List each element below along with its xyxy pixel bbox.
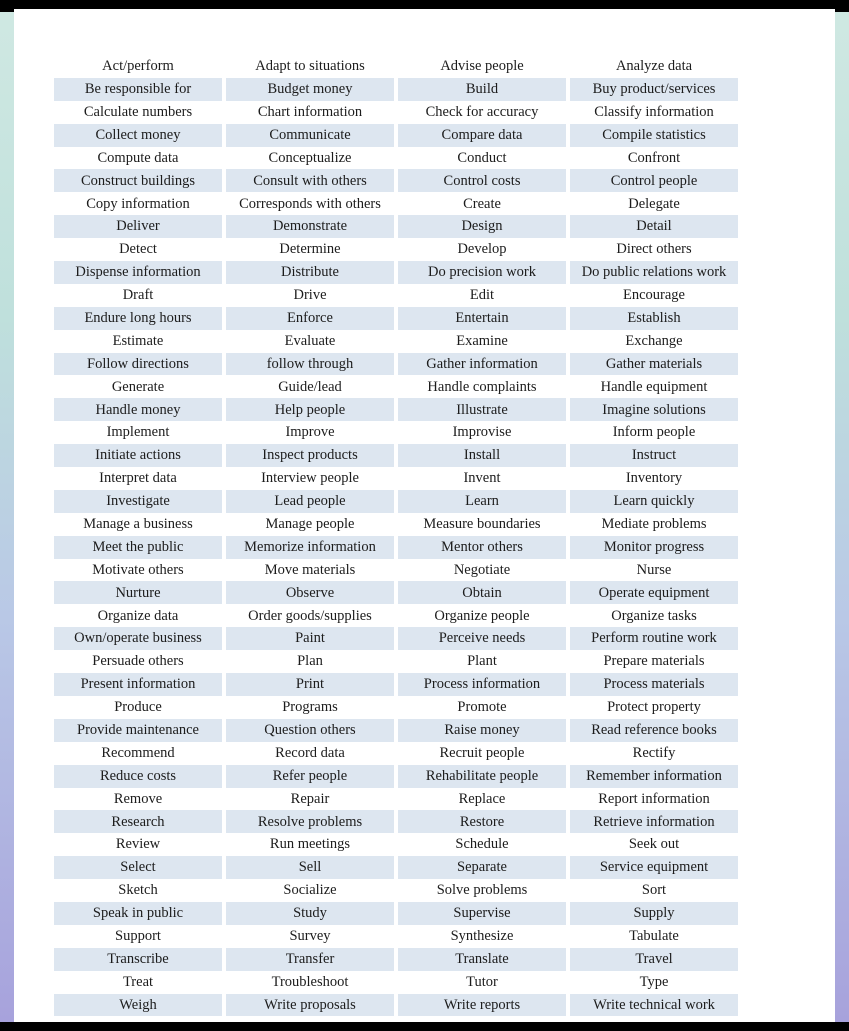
skill-cell: Organize people [434, 607, 530, 624]
skill-cell: Direct others [616, 241, 692, 258]
skill-cell: Exchange [625, 332, 683, 349]
skill-cell: Inventory [625, 470, 683, 487]
skill-cell: Report information [598, 790, 710, 807]
table-row [54, 375, 738, 398]
skill-cell: Study [226, 902, 394, 925]
skill-cell: Tutor [466, 973, 498, 990]
skill-cell: Do public relations work [570, 261, 738, 284]
skill-cell: Consult with others [226, 169, 394, 192]
skill-cell: Synthesize [450, 928, 514, 945]
table-row [54, 147, 738, 170]
skill-cell: follow through [226, 353, 394, 376]
skill-cell: Obtain [398, 581, 566, 604]
skill-cell: Order goods/supplies [248, 607, 372, 624]
skill-cell: Compile statistics [570, 124, 738, 147]
skill-cell: Nurture [54, 581, 222, 604]
skill-cell: Record data [275, 744, 345, 761]
skill-cell: Paint [226, 627, 394, 650]
left-edge-gradient [0, 12, 14, 1022]
table-row [54, 650, 738, 673]
skill-cell: Protect property [607, 699, 701, 716]
skill-cell: Retrieve information [570, 810, 738, 833]
bottom-black-bar [0, 1022, 849, 1031]
right-edge-gradient [835, 12, 849, 1022]
skill-cell: Raise money [398, 719, 566, 742]
skill-cell: Learn quickly [570, 490, 738, 513]
skill-cell: Buy product/services [570, 78, 738, 101]
skill-cell: Manage a business [83, 516, 193, 532]
skill-cell: Measure boundaries [423, 516, 541, 532]
skill-cell: Solve problems [436, 882, 528, 899]
skill-cell: Classify information [594, 103, 714, 120]
skill-cell: Investigate [54, 490, 222, 513]
skill-cell: Enforce [226, 307, 394, 330]
skill-cell: Establish [570, 307, 738, 330]
skill-cell: Confront [627, 149, 681, 166]
skill-cell: Improve [285, 424, 335, 441]
skill-cell: Reduce costs [54, 765, 222, 788]
skill-cell: Guide/lead [278, 378, 342, 395]
skill-cell: Tabulate [629, 928, 679, 945]
table-row [54, 101, 738, 124]
skill-cell: Promote [457, 699, 507, 716]
skill-cell: Print [226, 673, 394, 696]
skill-cell: Gather materials [570, 353, 738, 376]
skill-cell: Weigh [54, 994, 222, 1017]
table-row [54, 627, 738, 650]
skill-cell: Sort [641, 882, 667, 899]
table-row [54, 833, 738, 856]
skills-word-table [50, 55, 742, 1016]
skill-cell: Corresponds with others [239, 195, 381, 212]
skill-cell: Supervise [398, 902, 566, 925]
skill-cell: Remember information [570, 765, 738, 788]
skill-cell: Negotiate [453, 561, 511, 578]
skill-cell: Plan [297, 653, 323, 670]
table-row [54, 810, 738, 833]
skill-cell: Transfer [226, 948, 394, 971]
skill-cell: Act/perform [102, 58, 174, 75]
skill-cell: Persuade others [92, 653, 184, 670]
table-row [54, 444, 738, 467]
table-row [54, 421, 738, 444]
skill-cell: Gather information [398, 353, 566, 376]
skill-cell: Manage people [265, 516, 355, 532]
skill-cell: Socialize [283, 882, 337, 899]
skill-cell: Draft [122, 287, 154, 304]
skill-cell: Question others [226, 719, 394, 742]
skill-cell: Plant [467, 653, 497, 670]
skill-cell: Translate [398, 948, 566, 971]
skill-cell: Rehabilitate people [398, 765, 566, 788]
skill-cell: Troubleshoot [271, 973, 349, 990]
table-row [54, 490, 738, 513]
skill-cell: Select [54, 856, 222, 879]
table-row [54, 994, 738, 1017]
skill-cell: Conceptualize [268, 149, 352, 166]
table-row [54, 719, 738, 742]
skill-cell: Separate [398, 856, 566, 879]
skill-cell: Detail [570, 215, 738, 238]
skill-cell: Illustrate [398, 398, 566, 421]
table-row [54, 169, 738, 192]
skill-cell: Sell [226, 856, 394, 879]
skill-cell: Organize data [97, 607, 179, 624]
skill-cell: Demonstrate [226, 215, 394, 238]
skill-cell: Repair [290, 790, 330, 807]
skill-cell: Seek out [628, 836, 680, 853]
skill-cell: Sketch [118, 882, 158, 899]
skill-cell: Examine [456, 332, 508, 349]
table-row [54, 902, 738, 925]
skill-cell: Prepare materials [603, 653, 705, 670]
table-row [54, 742, 738, 765]
skill-cell: Distribute [226, 261, 394, 284]
skill-cell: Remove [113, 790, 163, 807]
skill-cell: Imagine solutions [570, 398, 738, 421]
skill-cell: Control costs [398, 169, 566, 192]
skill-cell: Detect [119, 241, 157, 258]
skill-cell: Adapt to situations [255, 58, 365, 75]
skill-cell: Design [398, 215, 566, 238]
skill-cell: Write technical work [570, 994, 738, 1017]
skill-cell: Copy information [86, 195, 190, 212]
skill-cell: Provide maintenance [54, 719, 222, 742]
skill-cell: Run meetings [269, 836, 351, 853]
table-row [54, 330, 738, 353]
skill-cell: Control people [570, 169, 738, 192]
skill-cell: Create [463, 195, 501, 212]
skill-cell: Handle equipment [600, 378, 708, 395]
table-row [54, 55, 738, 78]
table-row [54, 696, 738, 719]
skill-cell: Be responsible for [54, 78, 222, 101]
skill-cell: Evaluate [284, 332, 336, 349]
skill-cell: Dispense information [54, 261, 222, 284]
skill-cell: Compute data [97, 149, 179, 166]
skill-cell: Schedule [455, 836, 509, 853]
skill-cell: Budget money [226, 78, 394, 101]
skill-cell: Organize tasks [611, 607, 697, 624]
skill-cell: Present information [54, 673, 222, 696]
skill-cell: Collect money [54, 124, 222, 147]
skill-cell: Endure long hours [54, 307, 222, 330]
table-row [54, 467, 738, 490]
table-row [54, 353, 738, 376]
skill-cell: Interview people [261, 470, 359, 487]
skill-cell: Motivate others [92, 561, 184, 578]
table-row [54, 879, 738, 902]
table-row [54, 215, 738, 238]
skill-cell: Observe [226, 581, 394, 604]
table-row [54, 559, 738, 582]
skill-cell: Programs [282, 699, 338, 716]
skill-cell: Perform routine work [570, 627, 738, 650]
skill-cell: Implement [106, 424, 170, 441]
skill-cell: Generate [111, 378, 165, 395]
skill-cell: Resolve problems [226, 810, 394, 833]
skill-cell: Handle money [54, 398, 222, 421]
skill-cell: Help people [226, 398, 394, 421]
skill-cell: Invent [463, 470, 501, 487]
skill-cell: Supply [570, 902, 738, 925]
skill-cell: Learn [398, 490, 566, 513]
skill-cell: Communicate [226, 124, 394, 147]
skill-cell: Deliver [54, 215, 222, 238]
skill-cell: Drive [293, 287, 327, 304]
skill-cell: Entertain [398, 307, 566, 330]
table-row [54, 788, 738, 811]
skill-cell: Handle complaints [427, 378, 537, 395]
table-row [54, 948, 738, 971]
table-row [54, 261, 738, 284]
table-row [54, 78, 738, 101]
skill-cell: Estimate [112, 332, 164, 349]
table-row [54, 536, 738, 559]
skill-cell: Improvise [452, 424, 512, 441]
skill-cell: Do precision work [398, 261, 566, 284]
skill-cell: Check for accuracy [425, 103, 539, 120]
skill-cell: Mentor others [398, 536, 566, 559]
skill-cell: Research [54, 810, 222, 833]
skill-cell: Survey [289, 928, 331, 945]
skill-cell: Construct buildings [54, 169, 222, 192]
skill-cell: Encourage [623, 287, 685, 304]
skill-cell: Treat [122, 973, 154, 990]
skill-cell: Recruit people [439, 744, 525, 761]
skill-cell: Type [639, 973, 669, 990]
skill-cell: Transcribe [54, 948, 222, 971]
skill-cell: Operate equipment [570, 581, 738, 604]
skill-cell: Chart information [257, 103, 363, 120]
skill-cell: Monitor progress [570, 536, 738, 559]
skill-cell: Instruct [570, 444, 738, 467]
skill-cell: Replace [458, 790, 506, 807]
skill-cell: Delegate [628, 195, 680, 212]
skill-cell: Rectify [632, 744, 676, 761]
skill-cell: Travel [570, 948, 738, 971]
skill-cell: Memorize information [226, 536, 394, 559]
table-row [54, 765, 738, 788]
skill-cell: Inspect products [226, 444, 394, 467]
skill-cell: Advise people [440, 58, 524, 75]
skill-cell: Develop [457, 241, 507, 258]
table-row [54, 284, 738, 307]
skill-cell: Determine [279, 241, 341, 258]
table-row [54, 925, 738, 948]
skill-cell: Process information [398, 673, 566, 696]
document-page [14, 9, 835, 1022]
skill-cell: Write reports [398, 994, 566, 1017]
table-row [54, 398, 738, 421]
skill-cell: Analyze data [615, 58, 693, 75]
skill-cell: Own/operate business [54, 627, 222, 650]
skill-cell: Write proposals [226, 994, 394, 1017]
skill-cell: Review [115, 836, 161, 853]
skill-cell: Nurse [636, 561, 672, 578]
table-row [54, 604, 738, 627]
skill-cell: Move materials [264, 561, 356, 578]
table-row [54, 192, 738, 215]
table-row [54, 971, 738, 994]
skill-cell: Refer people [226, 765, 394, 788]
skill-cell: Initiate actions [54, 444, 222, 467]
table-row [54, 124, 738, 147]
skill-cell: Support [115, 928, 161, 945]
skill-cell: Read reference books [570, 719, 738, 742]
skill-cell: Speak in public [54, 902, 222, 925]
skill-cell: Edit [469, 287, 495, 304]
table-row [54, 581, 738, 604]
table-row [54, 856, 738, 879]
table-row [54, 238, 738, 261]
skill-cell: Install [398, 444, 566, 467]
table-row [54, 513, 738, 536]
skill-cell: Produce [114, 699, 162, 716]
skill-cell: Process materials [570, 673, 738, 696]
skill-cell: Service equipment [570, 856, 738, 879]
skill-cell: Recommend [101, 744, 175, 761]
skill-cell: Mediate problems [601, 516, 707, 532]
skill-cell: Follow directions [54, 353, 222, 376]
skill-cell: Build [398, 78, 566, 101]
skill-cell: Conduct [457, 149, 507, 166]
skill-cell: Compare data [398, 124, 566, 147]
skill-cell: Restore [398, 810, 566, 833]
table-row [54, 673, 738, 696]
skill-cell: Perceive needs [398, 627, 566, 650]
skill-cell: Interpret data [99, 470, 177, 487]
table-row [54, 307, 738, 330]
skill-cell: Inform people [612, 424, 696, 441]
skill-cell: Lead people [226, 490, 394, 513]
skill-cell: Meet the public [54, 536, 222, 559]
skill-cell: Calculate numbers [83, 103, 193, 120]
skills-table-body [54, 55, 738, 1016]
